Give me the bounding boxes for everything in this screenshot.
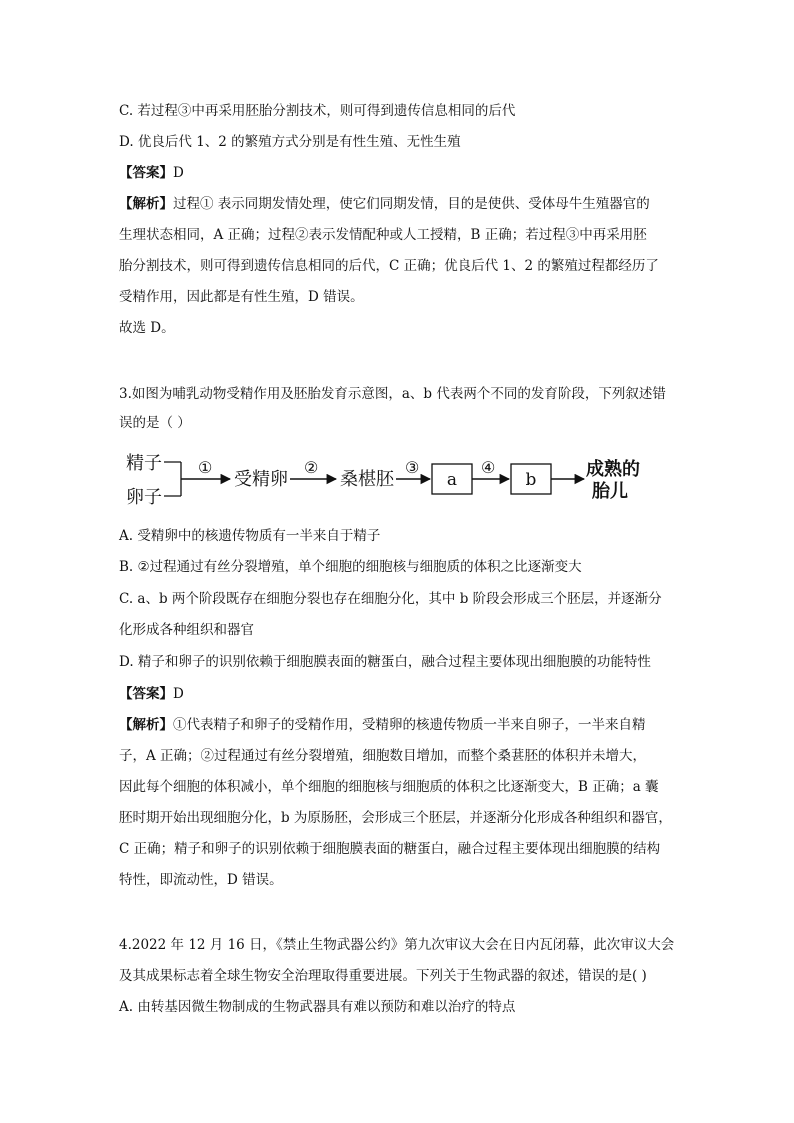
q3-option-d: D. 精子和卵子的识别依赖于细胞膜表面的糖蛋白，融合过程主要体现出细胞膜的功能特性 [119,654,651,670]
q2-option-d: D. 优良后代 1、2 的繁殖方式分别是有性生殖、无性生殖 [119,134,461,150]
analysis-label: 【解析】 [119,196,173,212]
q3-analysis-line-5: C 正确；精子和卵子的识别依赖于细胞膜表面的糖蛋白，融合过程主要体现出细胞膜的结构 [119,841,661,857]
q2-analysis-line-1 [119,194,650,214]
q3-option-c-line-1: C. a、b 两个阶段既存在细胞分裂也存在细胞分化，其中 b 阶段会形成三个胚层，并逐渐分 [119,591,662,607]
q3-stem-line-1: 3.如图为哺乳动物受精作用及胚胎发育示意图，a、b 代表两个不同的发育阶段，下列叙述错 [119,386,666,402]
q3-option-a: A. 受精卵中的核遗传物质有一半来自于精子 [119,528,381,544]
q2-answer [119,163,184,183]
step-4-label: ④ [481,458,496,477]
q2-analysis-line-2: 生理状态相同，A 正确；过程②表示发情配种或人工授精，B 正确；若过程③中再采用胚 [119,227,647,243]
answer-label: 【答案】 [119,165,173,181]
q3-analysis-line-1 [119,715,646,735]
stage-a-label: a [446,470,458,490]
q3-stem-line-2: 误的是（ ） [119,415,191,431]
step-3-label: ③ [405,458,420,477]
fetus-label-line-2: 胎儿 [592,481,628,502]
q2-conclusion: 故选 D。 [119,320,175,336]
q4-stem-line-2: 及其成果标志着全球生物安全治理取得重要进展。下列关于生物武器的叙述，错误的是( ) [119,968,647,984]
answer-label: 【答案】 [119,686,173,702]
q2-analysis-line-4: 受精作用，因此都是有性生殖，D 错误。 [119,289,364,305]
answer-value: D [173,165,184,181]
q3-analysis-line-3: 因此每个细胞的体积减小，单个细胞的细胞核与细胞质的体积之比逐渐变大，B 正确；a 囊 [119,779,659,795]
egg-label: 卵子 [126,487,162,508]
analysis-label: 【解析】 [119,717,173,733]
analysis-text: 过程① 表示同期发情处理，使它们同期发情，目的是使供、受体母牛生殖器官的 [173,196,650,212]
answer-value: D [173,686,184,702]
q3-option-c-line-2: 化形成各种组织和器官 [119,622,254,638]
q3-answer [119,684,184,704]
q4-stem-line-1: 4.2022 年 12 月 16 日，《禁止生物武器公约》第九次审议大会在日内瓦闭幕，此次审议大会 [119,937,675,953]
analysis-text: ①代表精子和卵子的受精作用，受精卵的核遗传物质一半来自卵子，一半来自精 [173,717,646,733]
q2-option-c: C. 若过程③中再采用胚胎分割技术，则可得到遗传信息相同的后代 [119,103,516,119]
morula-label: 桑椹胚 [340,469,394,490]
step-1-label: ① [198,458,213,477]
fertilization-diagram [126,444,686,510]
q3-analysis-line-4: 胚时期开始出现细胞分化，b 为原肠胚，会形成三个胚层，并逐渐分化形成各种组织和器官， [119,810,672,826]
q2-analysis-line-3: 胎分割技术，则可得到遗传信息相同的后代，C 正确；优良后代 1、2 的繁殖过程都经历了 [119,258,659,274]
fetus-label-line-1: 成熟的 [586,459,640,480]
sperm-label: 精子 [126,453,162,474]
q3-analysis-line-2: 子，A 正确；②过程通过有丝分裂增殖，细胞数目增加，而整个桑葚胚的体积并未增大， [119,748,647,764]
step-2-label: ② [304,458,319,477]
q4-option-a: A. 由转基因微生物制成的生物武器具有难以预防和难以治疗的特点 [119,999,516,1015]
stage-b-label: b [525,470,537,490]
q3-option-b: B. ②过程通过有丝分裂增殖，单个细胞的细胞核与细胞质的体积之比逐渐变大 [119,559,582,575]
zygote-label: 受精卵 [234,469,288,490]
q3-analysis-line-6: 特性，即流动性，D 错误。 [119,872,283,888]
